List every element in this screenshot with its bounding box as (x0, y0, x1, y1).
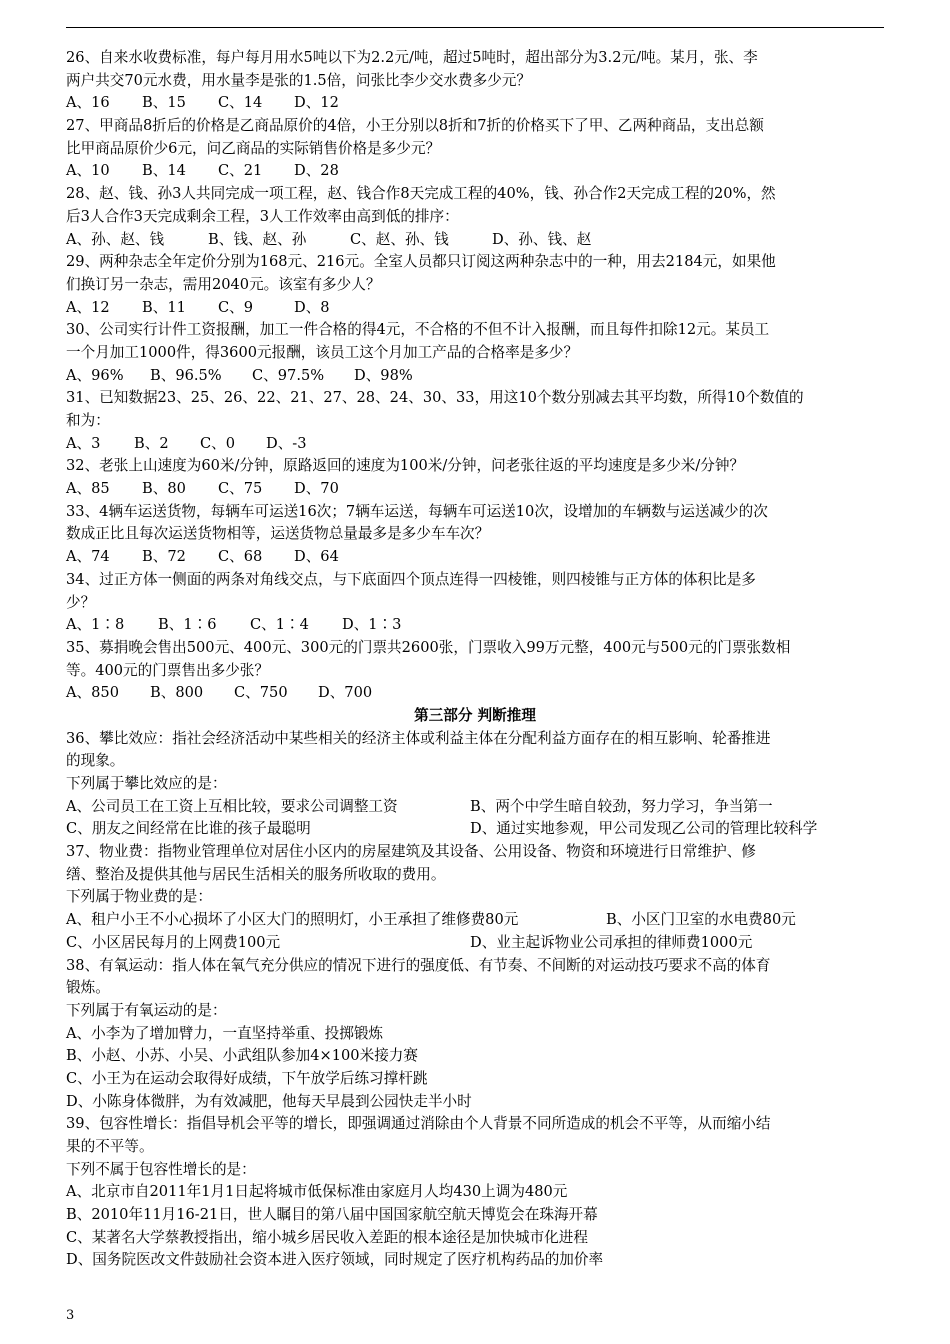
question-text: 31、已知数据23、25、26、22、21、27、28、24、30、33，用这10个数分别减去其平均数，所得10个数值的 (66, 389, 804, 407)
option-c: C、1∶4 (250, 616, 309, 634)
option-b: B、11 (142, 298, 186, 316)
option-b: B、2010年11月16-21日，世人瞩目的第八届中国国家航空航天博览会在珠海开幕 (66, 1206, 598, 1224)
option-a: A、74 (66, 548, 110, 566)
question-text: 38、有氧运动：指人体在氧气充分供应的情况下进行的强度低、有节奏、不间断的对运动技巧要求不高的体育 (66, 956, 771, 974)
question-text: 锻炼。 (66, 979, 110, 997)
question-28 (66, 183, 884, 251)
option-c: C、0 (200, 434, 236, 452)
page-number: 3 (66, 1308, 75, 1323)
option-a: A、小李为了增加臂力，一直坚持举重、投掷锻炼 (66, 1024, 384, 1042)
option-c: C、小区居民每月的上网费100元 (66, 933, 281, 951)
option-d: D、-3 (266, 434, 307, 452)
option-d: D、64 (294, 548, 339, 566)
option-a: A、孙、赵、钱 (66, 230, 165, 248)
question-prompt: 下列属于有氧运动的是： (66, 1001, 227, 1019)
question-text: 的现象。 (66, 752, 125, 770)
option-d: D、12 (294, 94, 339, 112)
question-text: 等。400元的门票售出多少张？ (66, 661, 269, 679)
question-text: 26、自来水收费标准，每户每月用水5吨以下为2.2元/吨，超过5吨时，超出部分为3.2元/吨。某月，张、李 (66, 49, 758, 66)
question-text: 数成正比且每次运送货物相等，运送货物总量最多是多少车车次？ (66, 525, 490, 543)
section-heading: 第三部分 判断推理 (414, 706, 536, 724)
option-b: B、96.5% (150, 366, 222, 384)
question-38 (66, 955, 884, 1114)
question-text: 36、攀比效应：指社会经济活动中某些相关的经济主体或利益主体在分配利益方面存在的相互影响、轮番推进 (66, 729, 771, 747)
option-a: A、85 (66, 480, 110, 498)
options-row (66, 229, 884, 252)
option-d: D、小陈身体微胖，为有效减肥，他每天早晨到公园快走半小时 (66, 1092, 472, 1110)
options-row (66, 682, 884, 705)
options-row (66, 478, 884, 501)
question-text: 少？ (66, 593, 96, 611)
option-b: B、14 (142, 162, 186, 180)
option-a: A、12 (66, 298, 110, 316)
options-row (66, 365, 884, 388)
option-d: D、1∶3 (342, 616, 402, 634)
option-a: A、16 (66, 94, 110, 112)
option-a: A、10 (66, 162, 110, 180)
document-body (66, 47, 884, 1272)
option-d: D、国务院医改文件鼓励社会资本进入医疗领域，同时规定了医疗机构药品的加价率 (66, 1251, 604, 1269)
question-text: 们换订另一杂志，需用2040元。该室有多少人？ (66, 275, 381, 293)
options-row (66, 433, 884, 456)
question-prompt: 下列属于物业费的是： (66, 888, 212, 906)
option-b: B、小区门卫室的水电费80元 (606, 911, 796, 929)
option-a: A、租户小王不小心损坏了小区大门的照明灯，小王承担了维修费80元 (66, 911, 519, 929)
option-d: D、业主起诉物业公司承担的律师费1000元 (470, 933, 753, 951)
options-row (66, 932, 884, 955)
question-text: 39、包容性增长：指倡导机会平等的增长，即强调通过消除由个人背景不同所造成的机会不平等，从而缩小结 (66, 1115, 771, 1133)
question-31 (66, 387, 884, 455)
option-b: B、两个中学生暗自较劲，努力学习，争当第一 (470, 797, 773, 815)
question-text: 34、过正方体一侧面的两条对角线交点，与下底面四个顶点连得一四棱锥，则四棱锥与正方体的体积比是多 (66, 570, 756, 588)
option-a: A、北京市自2011年1月1日起将城市低保标准由家庭月人均430上调为480元 (66, 1183, 568, 1201)
option-d: D、通过实地参观，甲公司发现乙公司的管理比较科学 (470, 820, 818, 838)
option-c: C、某著名大学蔡教授指出，缩小城乡居民收入差距的根本途径是加快城市化进程 (66, 1228, 588, 1246)
option-a: A、公司员工在工资上互相比较，要求公司调整工资 (66, 797, 398, 815)
question-text: 比甲商品原价少6元，问乙商品的实际销售价格是多少元？ (66, 139, 441, 157)
options-row (66, 614, 884, 637)
question-37 (66, 841, 884, 954)
question-26 (66, 47, 884, 115)
question-text: 28、赵、钱、孙3人共同完成一项工程，赵、钱合作8天完成工程的40%，钱、孙合作2天完成工程的20%，然 (66, 185, 776, 203)
question-33 (66, 501, 884, 569)
question-text: 缮、整治及提供其他与居民生活相关的服务所收取的费用。 (66, 865, 446, 883)
option-c: C、97.5% (252, 366, 325, 384)
question-text: 一个月加工1000件，得3600元报酬，该员工这个月加工产品的合格率是多少？ (66, 343, 579, 361)
options-row (66, 818, 884, 841)
question-text: 果的不平等。 (66, 1138, 154, 1155)
options-row (66, 92, 884, 115)
option-b: B、2 (134, 434, 169, 452)
question-text: 29、两种杂志全年定价分别为168元、216元。全室人员都只订阅这两种杂志中的一种，用去2184元，如果他 (66, 253, 776, 271)
option-c: C、小王为在运动会取得好成绩，下午放学后练习撑杆跳 (66, 1069, 428, 1087)
option-b: B、80 (142, 480, 186, 498)
question-29 (66, 251, 884, 319)
option-c: C、9 (218, 298, 254, 316)
question-36 (66, 728, 884, 841)
question-text: 后3人合作3天完成剩余工程，3人工作效率由高到低的排序： (66, 207, 459, 225)
question-35 (66, 637, 884, 705)
option-d: D、98% (354, 366, 413, 384)
question-text: 33、4辆车运送货物，每辆车可运送16次；7辆车运送，每辆车可运送10次，设增加的车辆数与运送减少的次 (66, 502, 768, 520)
question-39 (66, 1113, 884, 1272)
question-32 (66, 455, 884, 500)
options-row (66, 297, 884, 320)
option-d: D、700 (318, 684, 373, 702)
options-row (66, 546, 884, 569)
question-text: 32、老张上山速度为60米/分钟，原路返回的速度为100米/分钟，问老张往返的平均速度是多少米/分钟？ (66, 457, 745, 475)
option-c: C、68 (218, 548, 263, 566)
option-c: C、21 (218, 162, 263, 180)
option-b: B、钱、赵、孙 (208, 230, 307, 248)
option-b: B、800 (150, 684, 204, 702)
option-b: B、72 (142, 548, 186, 566)
question-text: 30、公司实行计件工资报酬，加工一件合格的得4元，不合格的不但不计入报酬，而且每件扣除12元。某员工 (66, 321, 770, 339)
question-30 (66, 319, 884, 387)
option-a: A、850 (66, 684, 119, 702)
option-d: D、28 (294, 162, 339, 180)
option-c: C、750 (234, 684, 288, 702)
options-row (66, 796, 884, 819)
option-b: B、1∶6 (158, 616, 217, 634)
option-b: B、小赵、小苏、小吴、小武组队参加4×100米接力赛 (66, 1047, 418, 1065)
option-b: B、15 (142, 94, 186, 112)
option-c: C、75 (218, 480, 263, 498)
options-row (66, 160, 884, 183)
question-text: 37、物业费：指物业管理单位对居住小区内的房屋建筑及其设备、公用设备、物资和环境进行日常维护、修 (66, 843, 756, 861)
header-rule (66, 27, 884, 28)
option-c: C、朋友之间经常在比谁的孩子最聪明 (66, 820, 311, 838)
option-c: C、14 (218, 94, 263, 112)
options-row (66, 909, 884, 932)
option-a: A、3 (66, 434, 101, 452)
question-text: 两户共交70元水费，用水量李是张的1.5倍，问张比李少交水费多少元？ (66, 71, 532, 89)
question-text: 27、甲商品8折后的价格是乙商品原价的4倍，小王分别以8折和7折的价格买下了甲、乙两种商品，支出总额 (66, 117, 764, 135)
question-text: 35、募捐晚会售出500元、400元、300元的门票共2600张，门票收入99万元整，400元与500元的门票张数相 (66, 638, 791, 656)
question-34 (66, 569, 884, 637)
option-d: D、70 (294, 480, 339, 498)
option-a: A、1∶8 (66, 616, 125, 634)
option-c: C、赵、孙、钱 (350, 230, 449, 248)
option-d: D、孙、钱、赵 (492, 230, 592, 248)
question-27 (66, 115, 884, 183)
question-prompt: 下列属于攀比效应的是： (66, 775, 227, 792)
question-text: 和为： (66, 412, 110, 429)
option-a: A、96% (66, 366, 124, 384)
option-d: D、8 (294, 298, 330, 316)
question-prompt: 下列不属于包容性增长的是： (66, 1160, 256, 1178)
